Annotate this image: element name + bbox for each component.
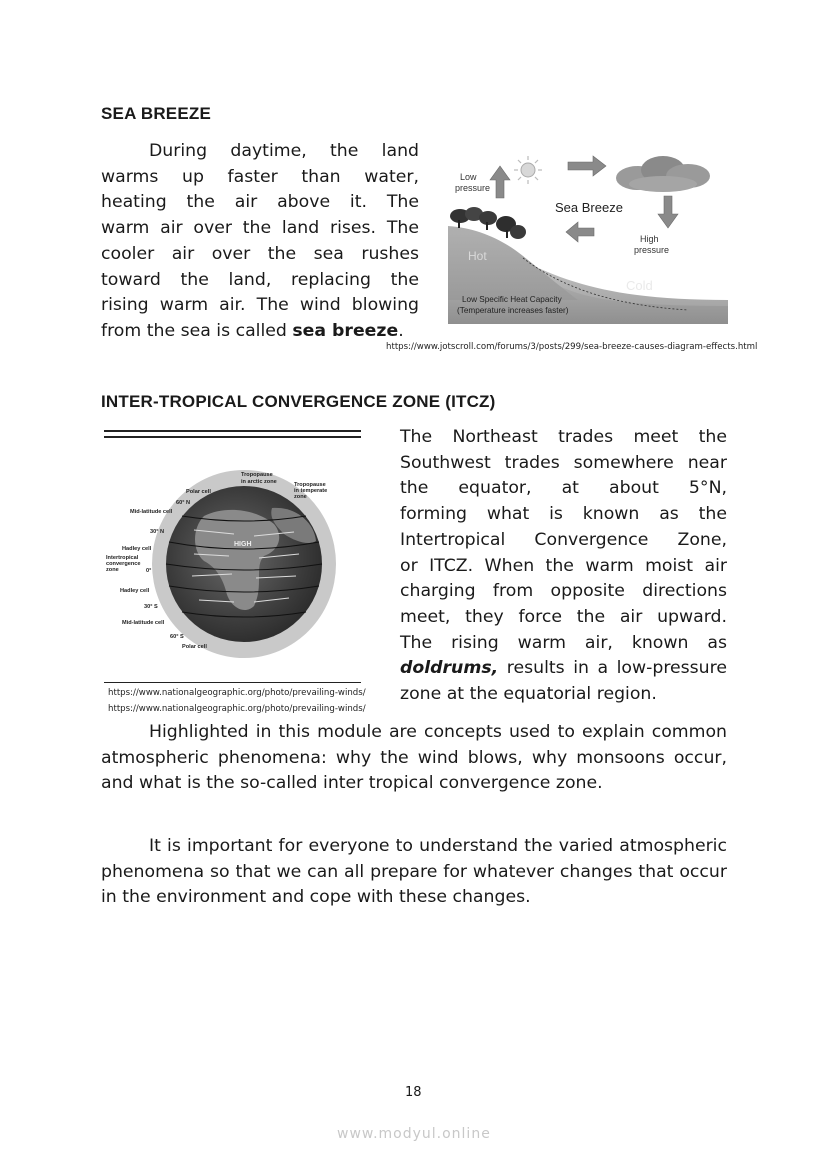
- sea-breeze-text: from the sea is called: [101, 320, 293, 341]
- itcz-line: Intertropical Convergence Zone,: [400, 529, 727, 550]
- itcz-line: meet, they force the air upward.: [400, 606, 727, 627]
- high-pressure-label-2: pressure: [634, 245, 670, 255]
- cold-label: Cold: [626, 278, 653, 293]
- sea-breeze-last-line: [101, 319, 419, 345]
- high-pressure-mark: HIGH: [234, 541, 252, 548]
- cloud-icon: [616, 156, 710, 192]
- sea-breeze-line: warms up faster than water,: [101, 166, 419, 187]
- mid-latitude-bottom-label: Mid-latitude cell: [122, 620, 165, 626]
- itcz-line: The rising warm air, known as: [400, 632, 727, 653]
- caption-line-1: Low Specific Heat Capacity: [462, 295, 562, 304]
- itcz-figure: [104, 430, 361, 686]
- itcz-line: The Northeast trades meet the: [400, 427, 727, 447]
- sea-breeze-line: rising warm air. The wind blowing: [101, 295, 419, 316]
- hadley-top-label: Hadley cell: [122, 546, 152, 552]
- page-number: 18: [405, 1085, 422, 1100]
- sea-breeze-diagram: [448, 140, 728, 324]
- latitude-30s-label: 30° S: [144, 604, 158, 610]
- sea-breeze-line: heating the air above it. The: [101, 192, 419, 213]
- sea-breeze-illustration: [448, 140, 728, 324]
- polar-cell-top-label: Polar cell: [186, 489, 211, 495]
- tropopause-arctic-label-1: Tropopause: [241, 472, 273, 478]
- tropopause-arctic-label-2: in arctic zone: [241, 479, 277, 485]
- itcz-line: Southwest trades somewhere near: [400, 452, 727, 473]
- hot-label: Hot: [468, 249, 487, 263]
- sea-breeze-source: https://www.jotscroll.com/forums/3/posts/299/sea-breeze-causes-diagram-effects.html: [386, 342, 758, 352]
- itcz-last-line: zone at the equatorial region.: [400, 684, 657, 705]
- module-paragraph-1: Highlighted in this module are concepts used to explain common atmospheric phenomena: why the wind blows, why monsoons occur, and what is the so-called inter tropical convergence zone.: [101, 722, 727, 794]
- mid-latitude-top-label: Mid-latitude cell: [130, 509, 173, 515]
- latitude-30n-label: 30° N: [150, 529, 165, 535]
- diagram-title: Sea Breeze: [555, 200, 623, 215]
- itcz-line: [400, 656, 727, 682]
- itcz-text: results in a low-pressure: [498, 658, 727, 679]
- sea-breeze-heading: SEA BREEZE: [101, 104, 212, 123]
- tropopause-temperate-label-2: in temperate: [294, 488, 328, 494]
- hadley-bottom-label: Hadley cell: [120, 588, 150, 594]
- itcz-source-1: https://www.nationalgeographic.org/photo/prevailing-winds/: [108, 688, 366, 698]
- polar-cell-bottom-label: Polar cell: [182, 644, 207, 650]
- arrow-up-icon: [490, 166, 510, 198]
- itcz-label-2: convergence: [106, 561, 141, 567]
- low-pressure-label-1: Low: [460, 172, 477, 182]
- itcz-paragraph: [400, 425, 727, 708]
- arrow-left-icon: [566, 222, 594, 242]
- module-paragraph-2: It is important for everyone to understand the varied atmospheric phenomena so that we can all prepare for whatever changes that occur in the environment and cope with these changes.: [101, 836, 727, 908]
- sea-breeze-line: cooler air over the sea rushes: [101, 243, 419, 264]
- itcz-line: or ITCZ. When the warm moist air: [400, 555, 727, 576]
- global-circulation-illustration: [104, 446, 361, 678]
- sea-breeze-paragraph: [101, 139, 419, 345]
- latitude-60n-label: 60° N: [176, 500, 191, 506]
- sea-breeze-line: warm air over the land rises. The: [101, 218, 419, 239]
- arrow-down-icon: [658, 196, 678, 228]
- itcz-heading: INTER-TROPICAL CONVERGENCE ZONE (ITCZ): [101, 392, 496, 411]
- tropopause-temperate-label-1: Tropopause: [294, 482, 326, 488]
- itcz-line: forming what is known as the: [400, 504, 727, 525]
- sun-icon: [514, 156, 542, 184]
- itcz-label-3: zone: [106, 567, 119, 573]
- arrow-right-icon: [568, 156, 606, 176]
- sea-breeze-term: sea breeze: [292, 320, 399, 341]
- itcz-line: charging from opposite directions: [400, 581, 727, 602]
- doldrums-term: doldrums,: [400, 658, 499, 679]
- tropopause-temperate-label-3: zone: [294, 494, 307, 500]
- itcz-label-1: Intertropical: [106, 555, 139, 561]
- sea-breeze-line: toward the land, replacing the: [101, 269, 419, 290]
- watermark: www.modyul.online: [337, 1126, 491, 1142]
- low-pressure-label-2: pressure: [455, 183, 491, 193]
- caption-line-2: (Temperature increases faster): [457, 306, 569, 315]
- itcz-line: the equator, at about 5°N,: [400, 478, 727, 499]
- sea-breeze-period: .: [398, 320, 404, 341]
- high-pressure-label-1: High: [640, 234, 659, 244]
- latitude-60s-label: 60° S: [170, 634, 184, 640]
- sea-breeze-line: During daytime, the land: [149, 141, 419, 161]
- itcz-source-2: https://www.nationalgeographic.org/photo/prevailing-winds/: [108, 704, 366, 714]
- latitude-0-label: 0°: [146, 568, 152, 574]
